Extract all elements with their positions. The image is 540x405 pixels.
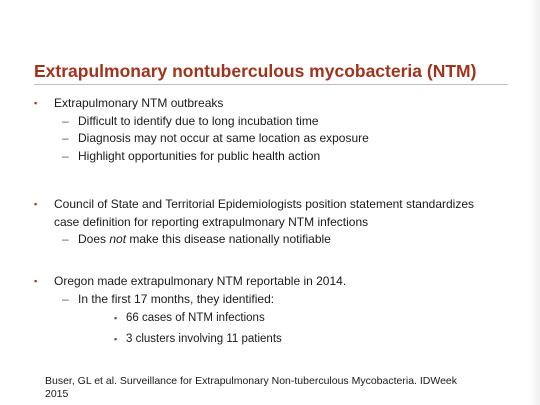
list-subitem [34, 148, 369, 166]
subitem-text: Highlight opportunities for public health action [78, 148, 321, 163]
dash-icon: – [62, 232, 69, 246]
citation [45, 375, 485, 401]
subitem-prefix: Does [78, 232, 110, 246]
dash-icon: – [62, 291, 69, 306]
citation-line1: Buser, GL et al. Surveillance for Extrapulmonary Non-tuberculous Mycobacteria. IDWeek [45, 375, 458, 387]
subitem-text: Diagnosis may not occur at same location as exposure [78, 131, 369, 145]
subitem-text: Difficult to identify due to long incubation time [78, 113, 319, 128]
bullet-icon: ▪ [34, 98, 38, 108]
bullet-text-line1: Council of State and Territorial Epidemiologists position statement standardizes [54, 197, 474, 211]
subitem-suffix: make this disease nationally notifiable [126, 232, 331, 246]
list-item [34, 196, 474, 231]
bullet-text: Extrapulmonary NTM outbreaks [54, 96, 224, 110]
subsubitem-text: 3 clusters involving 11 patients [126, 332, 282, 345]
section-ntm-outbreaks [34, 95, 369, 165]
list-subitem [34, 130, 369, 148]
slide-edge-shadow [530, 0, 540, 405]
bullet-text: Oregon made extrapulmonary NTM reportable in 2014. [54, 274, 347, 288]
dash-icon: – [62, 113, 69, 128]
list-subsubitem [34, 310, 346, 328]
section-cste-statement [34, 196, 474, 249]
list-item [34, 95, 369, 113]
list-subitem [34, 231, 474, 249]
list-item [34, 273, 346, 291]
bullet-text-line2: case definition for reporting extrapulmonary NTM infections [54, 214, 369, 229]
dash-icon: – [62, 131, 69, 145]
slide-title: Extrapulmonary nontuberculous mycobacteria (NTM) [34, 61, 477, 81]
subsubitem-text: 66 cases of NTM infections [126, 312, 265, 324]
small-bullet-icon: ▪ [114, 333, 118, 344]
dash-icon: – [62, 148, 69, 163]
bullet-icon: ▪ [34, 199, 38, 209]
subitem-emphasis: not [109, 232, 127, 246]
list-subitem [34, 291, 346, 309]
list-subitem [34, 113, 369, 131]
list-subsubitem [34, 331, 346, 349]
subitem-text: In the first 17 months, they identified: [78, 291, 275, 306]
section-oregon-reporting [34, 273, 346, 348]
small-bullet-icon: ▪ [114, 313, 118, 323]
title-divider [34, 84, 508, 85]
bullet-icon: ▪ [34, 276, 38, 286]
citation-line2: 2015 [45, 388, 69, 400]
